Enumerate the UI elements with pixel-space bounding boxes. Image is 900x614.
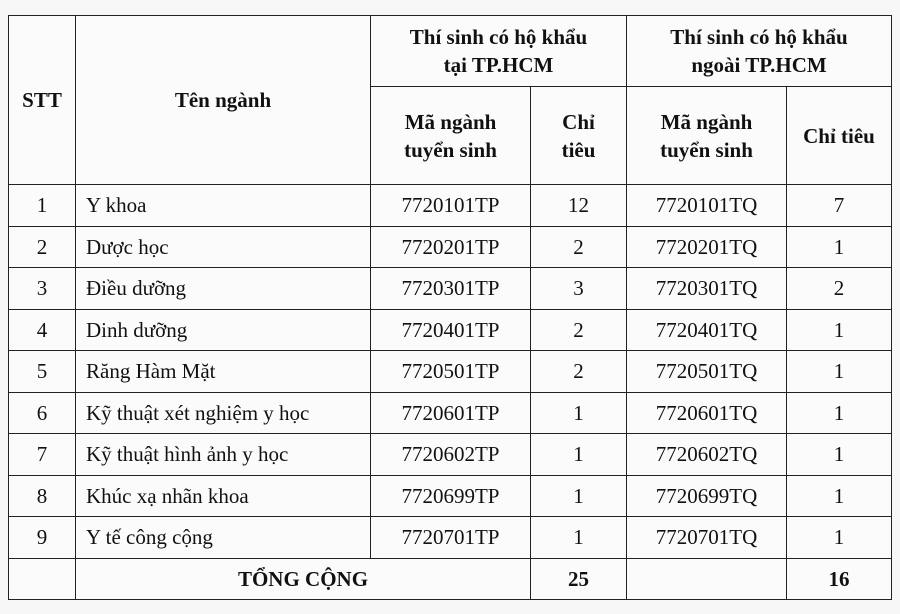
cell-code-other: 7720602TQ [627, 434, 787, 476]
header-quota-hcm-line2: tiêu [561, 137, 596, 162]
cell-quota-hcm: 1 [531, 392, 627, 434]
cell-stt: 7 [9, 434, 76, 476]
cell-quota-other: 1 [787, 517, 892, 559]
cell-quota-other: 2 [787, 268, 892, 310]
cell-name: Răng Hàm Mặt [76, 351, 371, 393]
table-row [9, 517, 892, 559]
header-group-hcm-line1: Thí sinh có hộ khẩu [409, 25, 588, 49]
cell-quota-other: 1 [787, 475, 892, 517]
cell-quota-hcm: 2 [531, 351, 627, 393]
cell-code-other: 7720701TQ [627, 517, 787, 559]
header-quota-hcm-line1: Chỉ [562, 109, 595, 134]
header-stt: STT [9, 16, 76, 185]
cell-quota-hcm: 3 [531, 268, 627, 310]
admissions-quota-table [8, 15, 892, 600]
table-row [9, 185, 892, 227]
cell-quota-other: 1 [787, 392, 892, 434]
header-code-hcm [371, 87, 531, 185]
total-quota-hcm: 25 [531, 558, 627, 599]
cell-stt: 2 [9, 226, 76, 268]
header-name: Tên ngành [76, 16, 371, 185]
cell-code-other: 7720699TQ [627, 475, 787, 517]
cell-name: Dược học [76, 226, 371, 268]
total-quota-other: 16 [787, 558, 892, 599]
cell-quota-hcm: 1 [531, 475, 627, 517]
cell-quota-hcm: 2 [531, 226, 627, 268]
cell-stt: 5 [9, 351, 76, 393]
cell-code-hcm: 7720701TP [371, 517, 531, 559]
table-row [9, 392, 892, 434]
cell-name: Dinh dưỡng [76, 309, 371, 351]
cell-code-other: 7720201TQ [627, 226, 787, 268]
cell-name: Khúc xạ nhãn khoa [76, 475, 371, 517]
cell-name: Kỹ thuật xét nghiệm y học [76, 392, 371, 434]
cell-quota-hcm: 2 [531, 309, 627, 351]
cell-name: Điều dưỡng [76, 268, 371, 310]
cell-code-hcm: 7720501TP [371, 351, 531, 393]
cell-code-hcm: 7720301TP [371, 268, 531, 310]
cell-name: Kỹ thuật hình ảnh y học [76, 434, 371, 476]
header-group-other-line1: Thí sinh có hộ khẩu [670, 25, 848, 49]
cell-quota-hcm: 12 [531, 185, 627, 227]
total-empty-cell [9, 558, 76, 599]
header-quota-hcm [531, 87, 627, 185]
cell-quota-other: 1 [787, 226, 892, 268]
header-code-other [627, 87, 787, 185]
table-row [9, 268, 892, 310]
cell-stt: 1 [9, 185, 76, 227]
cell-quota-other: 1 [787, 309, 892, 351]
cell-code-hcm: 7720201TP [371, 226, 531, 268]
total-row [9, 558, 892, 599]
cell-code-other: 7720601TQ [627, 392, 787, 434]
header-row-1 [9, 16, 892, 87]
cell-quota-hcm: 1 [531, 434, 627, 476]
header-group-hcm [371, 16, 627, 87]
header-quota-other: Chỉ tiêu [787, 87, 892, 185]
cell-code-hcm: 7720699TP [371, 475, 531, 517]
cell-stt: 8 [9, 475, 76, 517]
cell-stt: 9 [9, 517, 76, 559]
cell-code-other: 7720301TQ [627, 268, 787, 310]
cell-quota-other: 7 [787, 185, 892, 227]
total-empty-cell-2 [627, 558, 787, 599]
header-code-other-line2: tuyển sinh [660, 137, 753, 162]
header-group-hcm-line2: tại TP.HCM [443, 53, 554, 77]
admissions-quota-table-container [8, 15, 892, 600]
cell-code-other: 7720401TQ [627, 309, 787, 351]
cell-quota-other: 1 [787, 434, 892, 476]
header-code-other-line1: Mã ngành [660, 109, 753, 134]
table-row [9, 226, 892, 268]
cell-code-hcm: 7720601TP [371, 392, 531, 434]
table-row [9, 434, 892, 476]
cell-stt: 3 [9, 268, 76, 310]
table-row [9, 351, 892, 393]
cell-code-hcm: 7720401TP [371, 309, 531, 351]
cell-quota-other: 1 [787, 351, 892, 393]
cell-name: Y tế công cộng [76, 517, 371, 559]
table-row [9, 475, 892, 517]
header-group-other-line2: ngoài TP.HCM [691, 53, 827, 77]
header-group-other [627, 16, 892, 87]
cell-name: Y khoa [76, 185, 371, 227]
cell-stt: 4 [9, 309, 76, 351]
total-label: TỔNG CỘNG [76, 558, 531, 599]
cell-code-hcm: 7720101TP [371, 185, 531, 227]
cell-code-other: 7720501TQ [627, 351, 787, 393]
cell-code-hcm: 7720602TP [371, 434, 531, 476]
cell-quota-hcm: 1 [531, 517, 627, 559]
header-code-hcm-line1: Mã ngành [404, 109, 497, 134]
header-code-hcm-line2: tuyển sinh [404, 137, 497, 162]
cell-stt: 6 [9, 392, 76, 434]
cell-code-other: 7720101TQ [627, 185, 787, 227]
table-row [9, 309, 892, 351]
